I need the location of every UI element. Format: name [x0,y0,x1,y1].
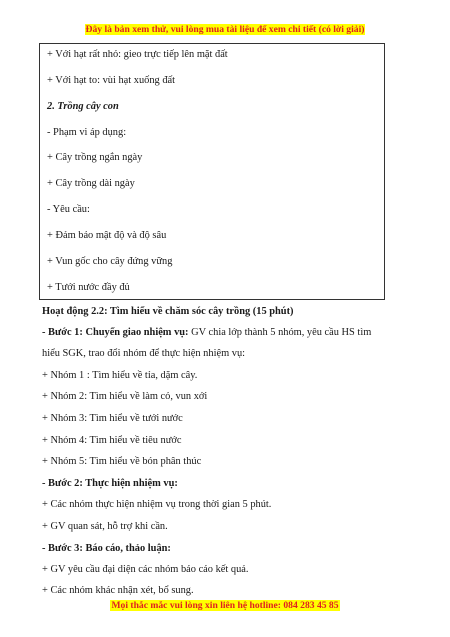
step3-label: - Bước 3: Báo cáo, thảo luận: [42,543,171,554]
hotline-footer [0,600,450,611]
table-line: + Với hạt rất nhỏ: gieo trực tiếp lên mặt đất [47,49,228,60]
step2-label: - Bước 2: Thực hiện nhiệm vụ: [42,478,178,489]
group-item: + Nhóm 3: Tìm hiểu về tưới nước [42,413,183,424]
step2-item: + Các nhóm thực hiện nhiệm vụ trong thời gian 5 phút. [42,499,272,510]
table-line: + Với hạt to: vùi hạt xuống đất [47,75,176,86]
group-item: + Nhóm 4: Tìm hiểu về tiêu nước [42,435,182,446]
table-line: + Vun gốc cho cây đứng vững [47,256,173,267]
group-item: + Nhóm 2: Tìm hiểu về làm cỏ, vun xới [42,391,208,402]
preview-banner-text: Đây là bản xem thử, vui lòng mua tài liệu để xem chi tiết (có lời giải) [85,24,365,35]
table-line: - Yêu cầu: [47,204,90,215]
table-line: + Cây trồng ngắn ngày [47,152,143,163]
step1-label: - Bước 1: Chuyển giao nhiệm vụ: [42,327,189,338]
step1-text: GV chia lớp thành 5 nhóm, yêu cầu HS tìm [188,327,372,338]
hotline-footer-text: Mọi thắc mắc vui lòng xin liên hệ hotline: 084 283 45 85 [111,600,339,611]
step1-continuation: hiểu SGK, trao đổi nhóm để thực hiện nhiệm vụ: [42,348,246,359]
section-heading: 2. Trồng cây con [47,101,119,112]
activity-title: Hoạt động 2.2: Tìm hiểu về chăm sóc cây trồng (15 phút) [42,306,294,317]
content-table [39,43,385,300]
table-line: + Đảm bảo mật độ và độ sâu [47,230,167,241]
step3-item: + GV yêu cầu đại diện các nhóm báo cáo kết quả. [42,564,249,575]
table-line: - Phạm vi áp dụng: [47,127,127,138]
step1-line [42,327,371,338]
group-item: + Nhóm 1 : Tìm hiểu về tỉa, dặm cây. [42,370,198,381]
group-item: + Nhóm 5: Tìm hiểu về bón phân thúc [42,456,202,467]
preview-banner [0,24,450,35]
table-line: + Cây trồng dài ngày [47,178,135,189]
table-line: + Tưới nước đầy đủ [47,282,130,293]
step3-item: + Các nhóm khác nhận xét, bổ sung. [42,585,194,596]
step2-item: + GV quan sát, hỗ trợ khi cần. [42,521,168,532]
